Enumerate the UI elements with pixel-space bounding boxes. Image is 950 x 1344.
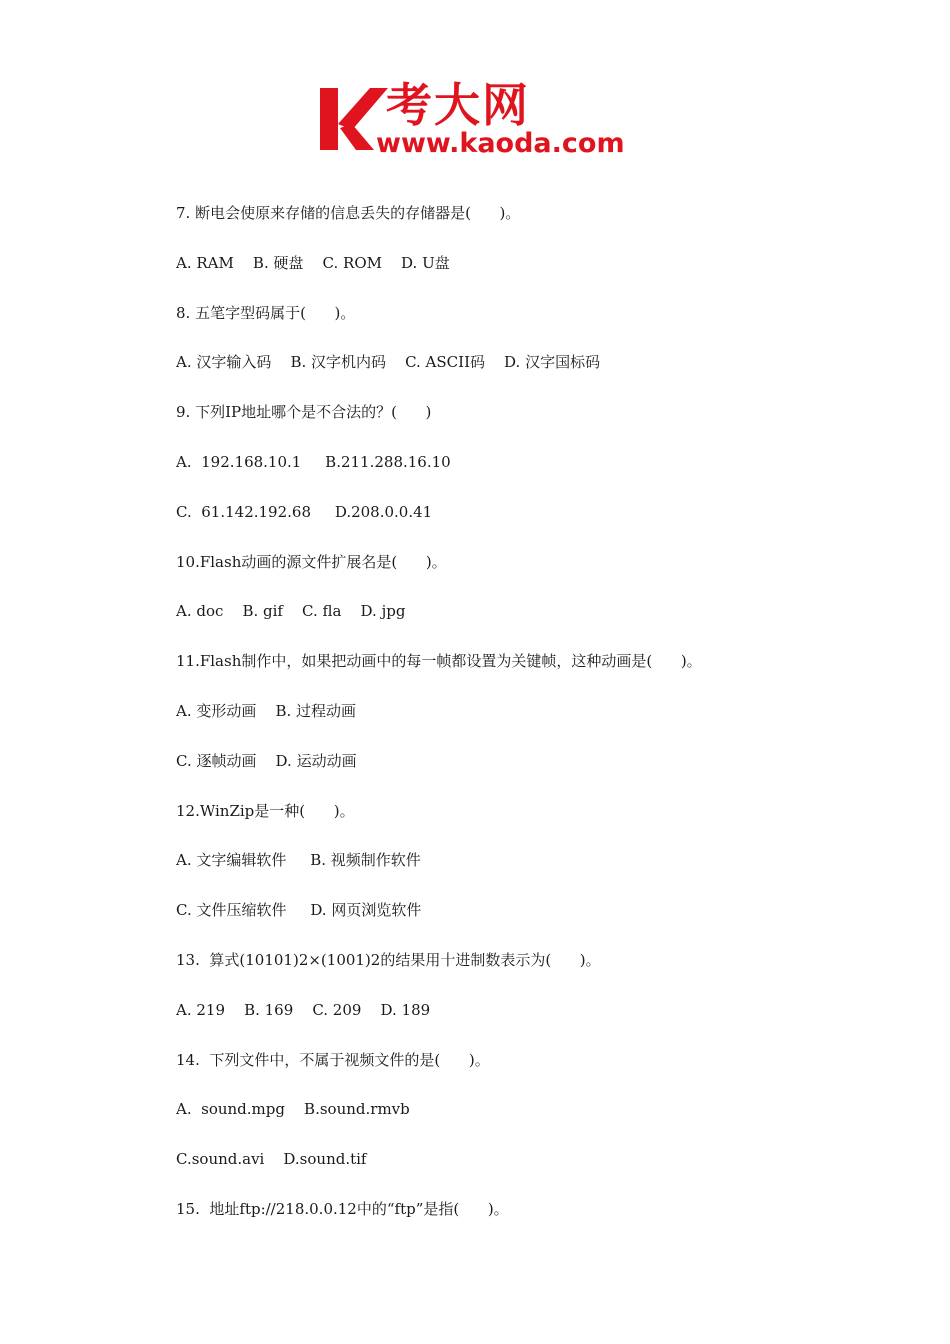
question-list bbox=[176, 198, 896, 1244]
question-9-options-ab: A. 192.168.10.1 B.211.288.16.10 bbox=[176, 452, 451, 471]
kaoda-logo bbox=[318, 78, 638, 160]
question-7: 7. 断电会使原来存储的信息丢失的存储器是( )。 bbox=[176, 204, 521, 222]
question-12-options-cd: C. 文件压缩软件 D. 网页浏览软件 bbox=[176, 901, 422, 920]
question-14-options-cd: C.sound.avi D.sound.tif bbox=[176, 1150, 367, 1169]
logo-chinese-text: 考大网 bbox=[386, 78, 530, 132]
question-12: 12.WinZip是一种( )。 bbox=[176, 801, 355, 820]
question-8-options: A. 汉字输入码 B. 汉字机内码 C. ASCII码 D. 汉字国标码 bbox=[176, 353, 601, 372]
question-10-options: A. doc B. gif C. fla D. jpg bbox=[176, 602, 406, 621]
question-14: 14. 下列文件中，不属于视频文件的是( )。 bbox=[176, 1050, 490, 1069]
question-10: 10.Flash动画的源文件扩展名是( )。 bbox=[176, 552, 447, 571]
question-11: 11.Flash制作中，如果把动画中的每一帧都设置为关键帧，这种动画是( )。 bbox=[176, 652, 702, 671]
question-15: 15. 地址ftp://218.0.0.12中的“ftp”是指( )。 bbox=[176, 1199, 509, 1218]
question-7-options: A. RAM B. 硬盘 C. ROM D. U盘 bbox=[176, 253, 450, 272]
logo-url-text: www.kaoda.com bbox=[376, 128, 625, 159]
question-13: 13. 算式(10101)2×(1001)2的结果用十进制数表示为( )。 bbox=[176, 950, 601, 969]
question-13-options: A. 219 B. 169 C. 209 D. 189 bbox=[176, 1000, 431, 1019]
question-14-options-ab: A. sound.mpg B.sound.rmvb bbox=[176, 1100, 410, 1119]
question-9: 9. 下列IP地址哪个是不合法的？( ) bbox=[176, 403, 432, 422]
question-9-options-cd: C. 61.142.192.68 D.208.0.0.41 bbox=[176, 502, 433, 521]
question-11-options-cd: C. 逐帧动画 D. 运动动画 bbox=[176, 751, 357, 770]
question-11-options-ab: A. 变形动画 B. 过程动画 bbox=[176, 701, 357, 720]
question-12-options-ab: A. 文字编辑软件 B. 视频制作软件 bbox=[176, 851, 421, 870]
question-8: 8. 五笔字型码属于( )。 bbox=[176, 303, 356, 322]
